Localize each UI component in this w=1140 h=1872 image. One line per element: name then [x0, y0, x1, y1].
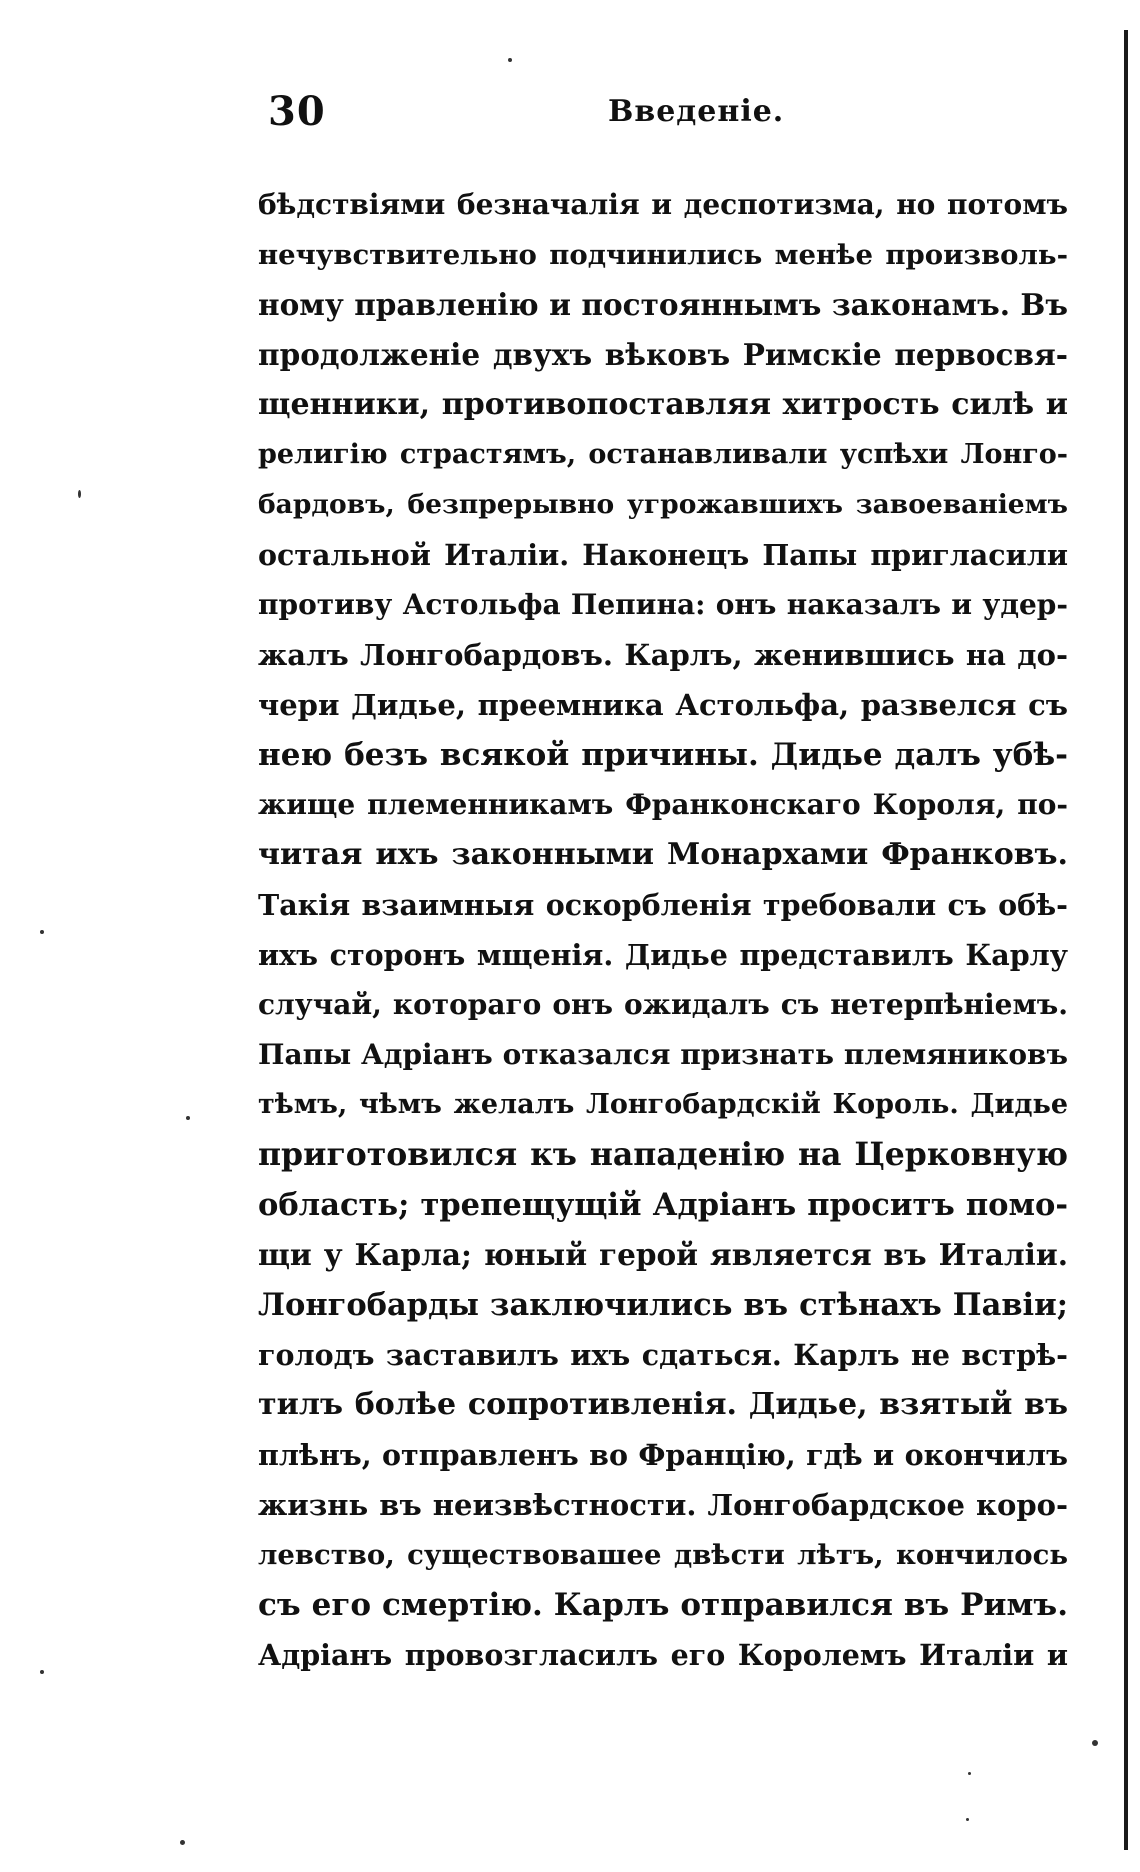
text-line: ному правленiю и постояннымъ законамъ. Въ: [258, 287, 1068, 322]
text-line: тѣмъ, чѣмъ желалъ Лонгобардскiй Король. Дидье: [258, 1089, 1068, 1120]
scan-speck: [78, 490, 81, 498]
scan-speck: [508, 58, 512, 62]
text-line: продолженiе двухъ вѣковъ Римскiе первосвя-: [258, 337, 1068, 372]
scan-speck: [966, 1818, 969, 1821]
text-line: жище племенникамъ Франконскаго Короля, по-: [258, 788, 1068, 821]
text-line: Папы Адрiанъ отказался признать племяниковъ: [258, 1038, 1068, 1071]
text-line: бѣдствiями безначалiя и деспотизма, но потомъ: [258, 188, 1068, 221]
scan-speck: [180, 1840, 185, 1845]
text-line: область; трепещущiй Адрiанъ проситъ помо-: [258, 1187, 1068, 1223]
page-number: 30: [268, 88, 326, 135]
text-line: съ его смертiю. Карлъ отправился въ Римъ.: [258, 1587, 1068, 1623]
text-line: читая ихъ законными Монархами Франковъ.: [258, 837, 1068, 872]
text-line: тилъ болѣе сопротивленiя. Дидье, взятый въ: [258, 1387, 1068, 1422]
text-line: нечувствительно подчинились менѣе произволь-: [258, 239, 1068, 271]
text-line: чери Дидье, преемника Астольфа, развелся съ: [258, 688, 1068, 722]
text-line: случай, котораго онъ ожидалъ съ нетерпѣнiемъ.: [258, 988, 1068, 1021]
text-line: жалъ Лонгобардовъ. Карлъ, женившись на до-: [258, 638, 1068, 672]
scan-speck: [186, 1116, 190, 1120]
text-line: Лонгобарды заключились въ стѣнахъ Павiи;: [258, 1287, 1068, 1323]
scan-speck: [40, 930, 44, 934]
text-line: щенники, противопоставляя хитрость силѣ и: [258, 387, 1068, 422]
text-line: щи у Карла; юный герой является въ Италiи.: [258, 1237, 1068, 1272]
text-line: бардовъ, безпрерывно угрожавшихъ завоеванiемъ: [258, 489, 1068, 520]
scan-speck: [968, 1772, 971, 1775]
text-line: противу Астольфа Пепина: онъ наказалъ и удер-: [258, 588, 1068, 621]
text-line: нею безъ всякой причины. Дидье далъ убѣ-: [258, 737, 1068, 773]
body-text: [258, 180, 1068, 1680]
text-line: Адрiанъ провозгласилъ его Королемъ Италiи и: [258, 1638, 1068, 1672]
text-line: приготовился къ нападенiю на Церковную: [258, 1136, 1068, 1173]
text-line: левство, существовашее двѣсти лѣтъ, кончилось: [258, 1539, 1068, 1571]
text-line: жизнь въ неизвѣстности. Лонгобардское коро-: [258, 1488, 1068, 1522]
text-line: плѣнъ, отправленъ во Францiю, гдѣ и окончилъ: [258, 1438, 1068, 1472]
scan-speck: [40, 1670, 44, 1674]
page-edge-rule: [1124, 30, 1128, 1850]
text-line: ихъ сторонъ мщенiя. Дидье представилъ Карлу: [258, 938, 1068, 972]
running-head: Введенiе.: [608, 94, 785, 129]
text-line: голодъ заставилъ ихъ сдаться. Карлъ не встрѣ-: [258, 1338, 1068, 1372]
text-line: Такiя взаимныя оскорбленiя требовали съ обѣ-: [258, 888, 1068, 922]
text-line: остальной Италiи. Наконецъ Папы пригласили: [258, 538, 1068, 572]
scan-speck: [1092, 1740, 1098, 1746]
page-header: [268, 88, 1068, 148]
text-line: религiю страстямъ, останавливали успѣхи Лонго-: [258, 439, 1068, 470]
